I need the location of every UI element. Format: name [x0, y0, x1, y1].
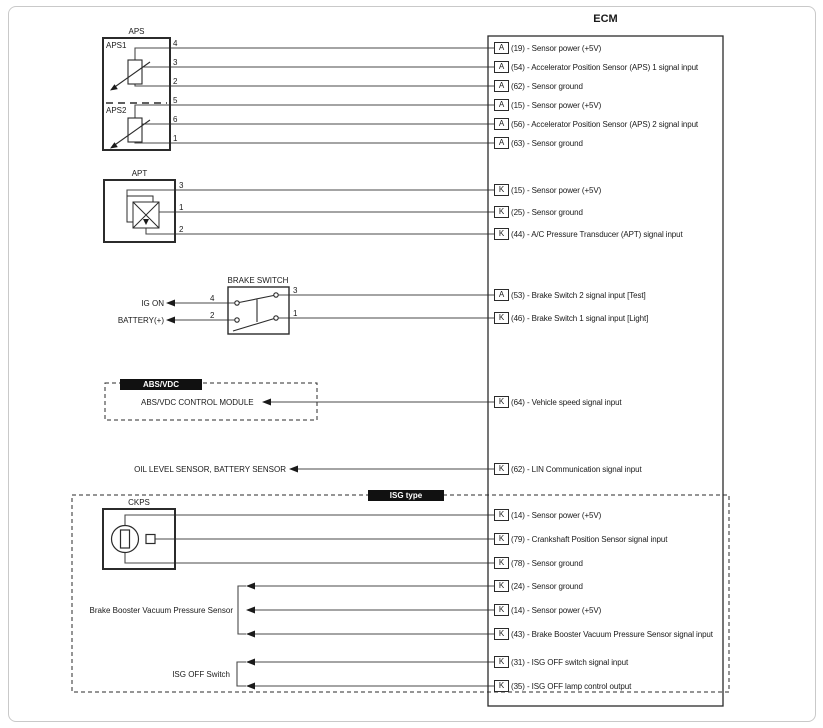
ecm-title: ECM	[593, 13, 618, 25]
pin-connector-box: K	[494, 557, 509, 569]
ecm-pin-row-k79	[494, 532, 667, 546]
ecm-pin-row-a15	[494, 98, 601, 112]
pin-description: (54) - Accelerator Position Sensor (APS) 1 signal input	[511, 62, 699, 72]
pin-description: (44) - A/C Pressure Transducer (APT) signal input	[511, 229, 683, 239]
brake-pin-number: 2	[210, 311, 215, 320]
apt-label: APT	[131, 169, 148, 178]
ecm-pin-row-k25	[494, 205, 583, 219]
pressure-transducer-icon	[127, 196, 159, 228]
pin-description: (31) - ISG OFF switch signal input	[511, 657, 629, 667]
aps-pin-number: 4	[173, 39, 178, 48]
pin-connector-box: A	[494, 61, 509, 73]
switch-contacts-icon	[233, 293, 278, 331]
pin-connector-box: A	[494, 80, 509, 92]
pin-connector-box: K	[494, 533, 509, 545]
abs-vdc-module-label: ABS/VDC CONTROL MODULE	[141, 398, 254, 407]
pin-connector-box: A	[494, 42, 509, 54]
pin-description: (53) - Brake Switch 2 signal input [Test]	[511, 290, 646, 300]
ecm-pin-row-k43	[494, 627, 713, 641]
oil-level-sensor-label: OIL LEVEL SENSOR, BATTERY SENSOR	[134, 465, 286, 474]
pin-description: (24) - Sensor ground	[511, 581, 583, 591]
aps1-potentiometer-icon	[114, 60, 150, 88]
pin-description: (62) - Sensor ground	[511, 81, 583, 91]
ecm-pin-row-a62	[494, 79, 583, 93]
pin-connector-box: A	[494, 137, 509, 149]
pin-description: (35) - ISG OFF lamp control output	[511, 681, 632, 691]
pin-connector-box: K	[494, 580, 509, 592]
ecm-pin-row-a56	[494, 117, 698, 131]
abs-vdc-tag: ABS/VDC	[120, 379, 202, 390]
aps-pin-number: 5	[173, 96, 178, 105]
pin-description: (14) - Sensor power (+5V)	[511, 605, 602, 615]
ecm-pin-row-k46	[494, 311, 648, 325]
ecm-pin-row-k78	[494, 556, 583, 570]
pin-connector-box: K	[494, 184, 509, 196]
brake-booster-sensor-label: Brake Booster Vacuum Pressure Sensor	[89, 606, 233, 615]
pin-description: (19) - Sensor power (+5V)	[511, 43, 602, 53]
ecm-pin-row-a53	[494, 288, 646, 302]
brake-pin-number: 4	[210, 294, 215, 303]
ecm-pin-row-k15	[494, 183, 601, 197]
pin-description: (15) - Sensor power (+5V)	[511, 100, 602, 110]
apt-pin-number: 1	[179, 203, 184, 212]
pin-description: (46) - Brake Switch 1 signal input [Light]	[511, 313, 649, 323]
brake-pin-number: 1	[293, 309, 298, 318]
pin-connector-box: A	[494, 289, 509, 301]
pin-connector-box: K	[494, 628, 509, 640]
apt-pin-number: 3	[179, 181, 184, 190]
pin-description: (15) - Sensor power (+5V)	[511, 185, 602, 195]
pin-connector-box: K	[494, 604, 509, 616]
battery-label: BATTERY(+)	[117, 316, 164, 325]
ecm-pin-row-k64	[494, 395, 622, 409]
ecm-pin-row-k14	[494, 508, 601, 522]
aps-pin-number: 2	[173, 77, 178, 86]
aps-pin-number: 6	[173, 115, 178, 124]
ecm-pin-row-k31	[494, 655, 628, 669]
pin-description: (62) - LIN Communication signal input	[511, 464, 642, 474]
aps2-potentiometer-icon	[114, 118, 150, 146]
pin-connector-box: K	[494, 680, 509, 692]
pin-description: (56) - Accelerator Position Sensor (APS) 2 signal input	[511, 119, 699, 129]
pin-description: (79) - Crankshaft Position Sensor signal input	[511, 534, 668, 544]
pin-description: (78) - Sensor ground	[511, 558, 583, 568]
pin-connector-box: K	[494, 463, 509, 475]
ecm-pin-row-a54	[494, 60, 698, 74]
pin-description: (43) - Brake Booster Vacuum Pressure Sensor signal input	[511, 629, 713, 639]
ckps-label: CKPS	[128, 498, 150, 507]
pin-description: (63) - Sensor ground	[511, 138, 583, 148]
aps-component	[103, 38, 170, 150]
isg-off-switch-label: ISG OFF Switch	[172, 670, 230, 679]
ecm-pin-row-k35	[494, 679, 631, 693]
brake-switch-component	[228, 287, 289, 334]
pin-description: (64) - Vehicle speed signal input	[511, 397, 622, 407]
brake-pin-number: 3	[293, 286, 298, 295]
aps2-label: APS2	[106, 106, 127, 115]
pin-connector-box: A	[494, 118, 509, 130]
aps1-label: APS1	[106, 41, 127, 50]
ecm-pin-row-a63	[494, 136, 583, 150]
ecm-pin-row-k62	[494, 462, 642, 476]
pin-description: (14) - Sensor power (+5V)	[511, 510, 602, 520]
pin-connector-box: K	[494, 509, 509, 521]
apt-pin-number: 2	[179, 225, 184, 234]
isg-type-tag: ISG type	[368, 490, 444, 501]
pin-connector-box: A	[494, 99, 509, 111]
ig-on-label: IG ON	[141, 299, 164, 308]
pin-connector-box: K	[494, 396, 509, 408]
pin-connector-box: K	[494, 206, 509, 218]
pin-description: (25) - Sensor ground	[511, 207, 583, 217]
ecm-pin-row-a19	[494, 41, 601, 55]
wires	[125, 48, 495, 686]
apt-component	[104, 180, 175, 242]
ecm-pin-row-k24	[494, 579, 583, 593]
ecm-pin-row-k14b	[494, 603, 601, 617]
pin-connector-box: K	[494, 656, 509, 668]
pin-connector-box: K	[494, 312, 509, 324]
pin-connector-box: K	[494, 228, 509, 240]
aps-pin-number: 3	[173, 58, 178, 67]
aps-label: APS	[128, 27, 145, 36]
crankshaft-sensor-icon	[112, 526, 156, 553]
ecm-pin-row-k44	[494, 227, 683, 241]
brake-switch-label: BRAKE SWITCH	[227, 276, 289, 285]
aps-pin-number: 1	[173, 134, 178, 143]
